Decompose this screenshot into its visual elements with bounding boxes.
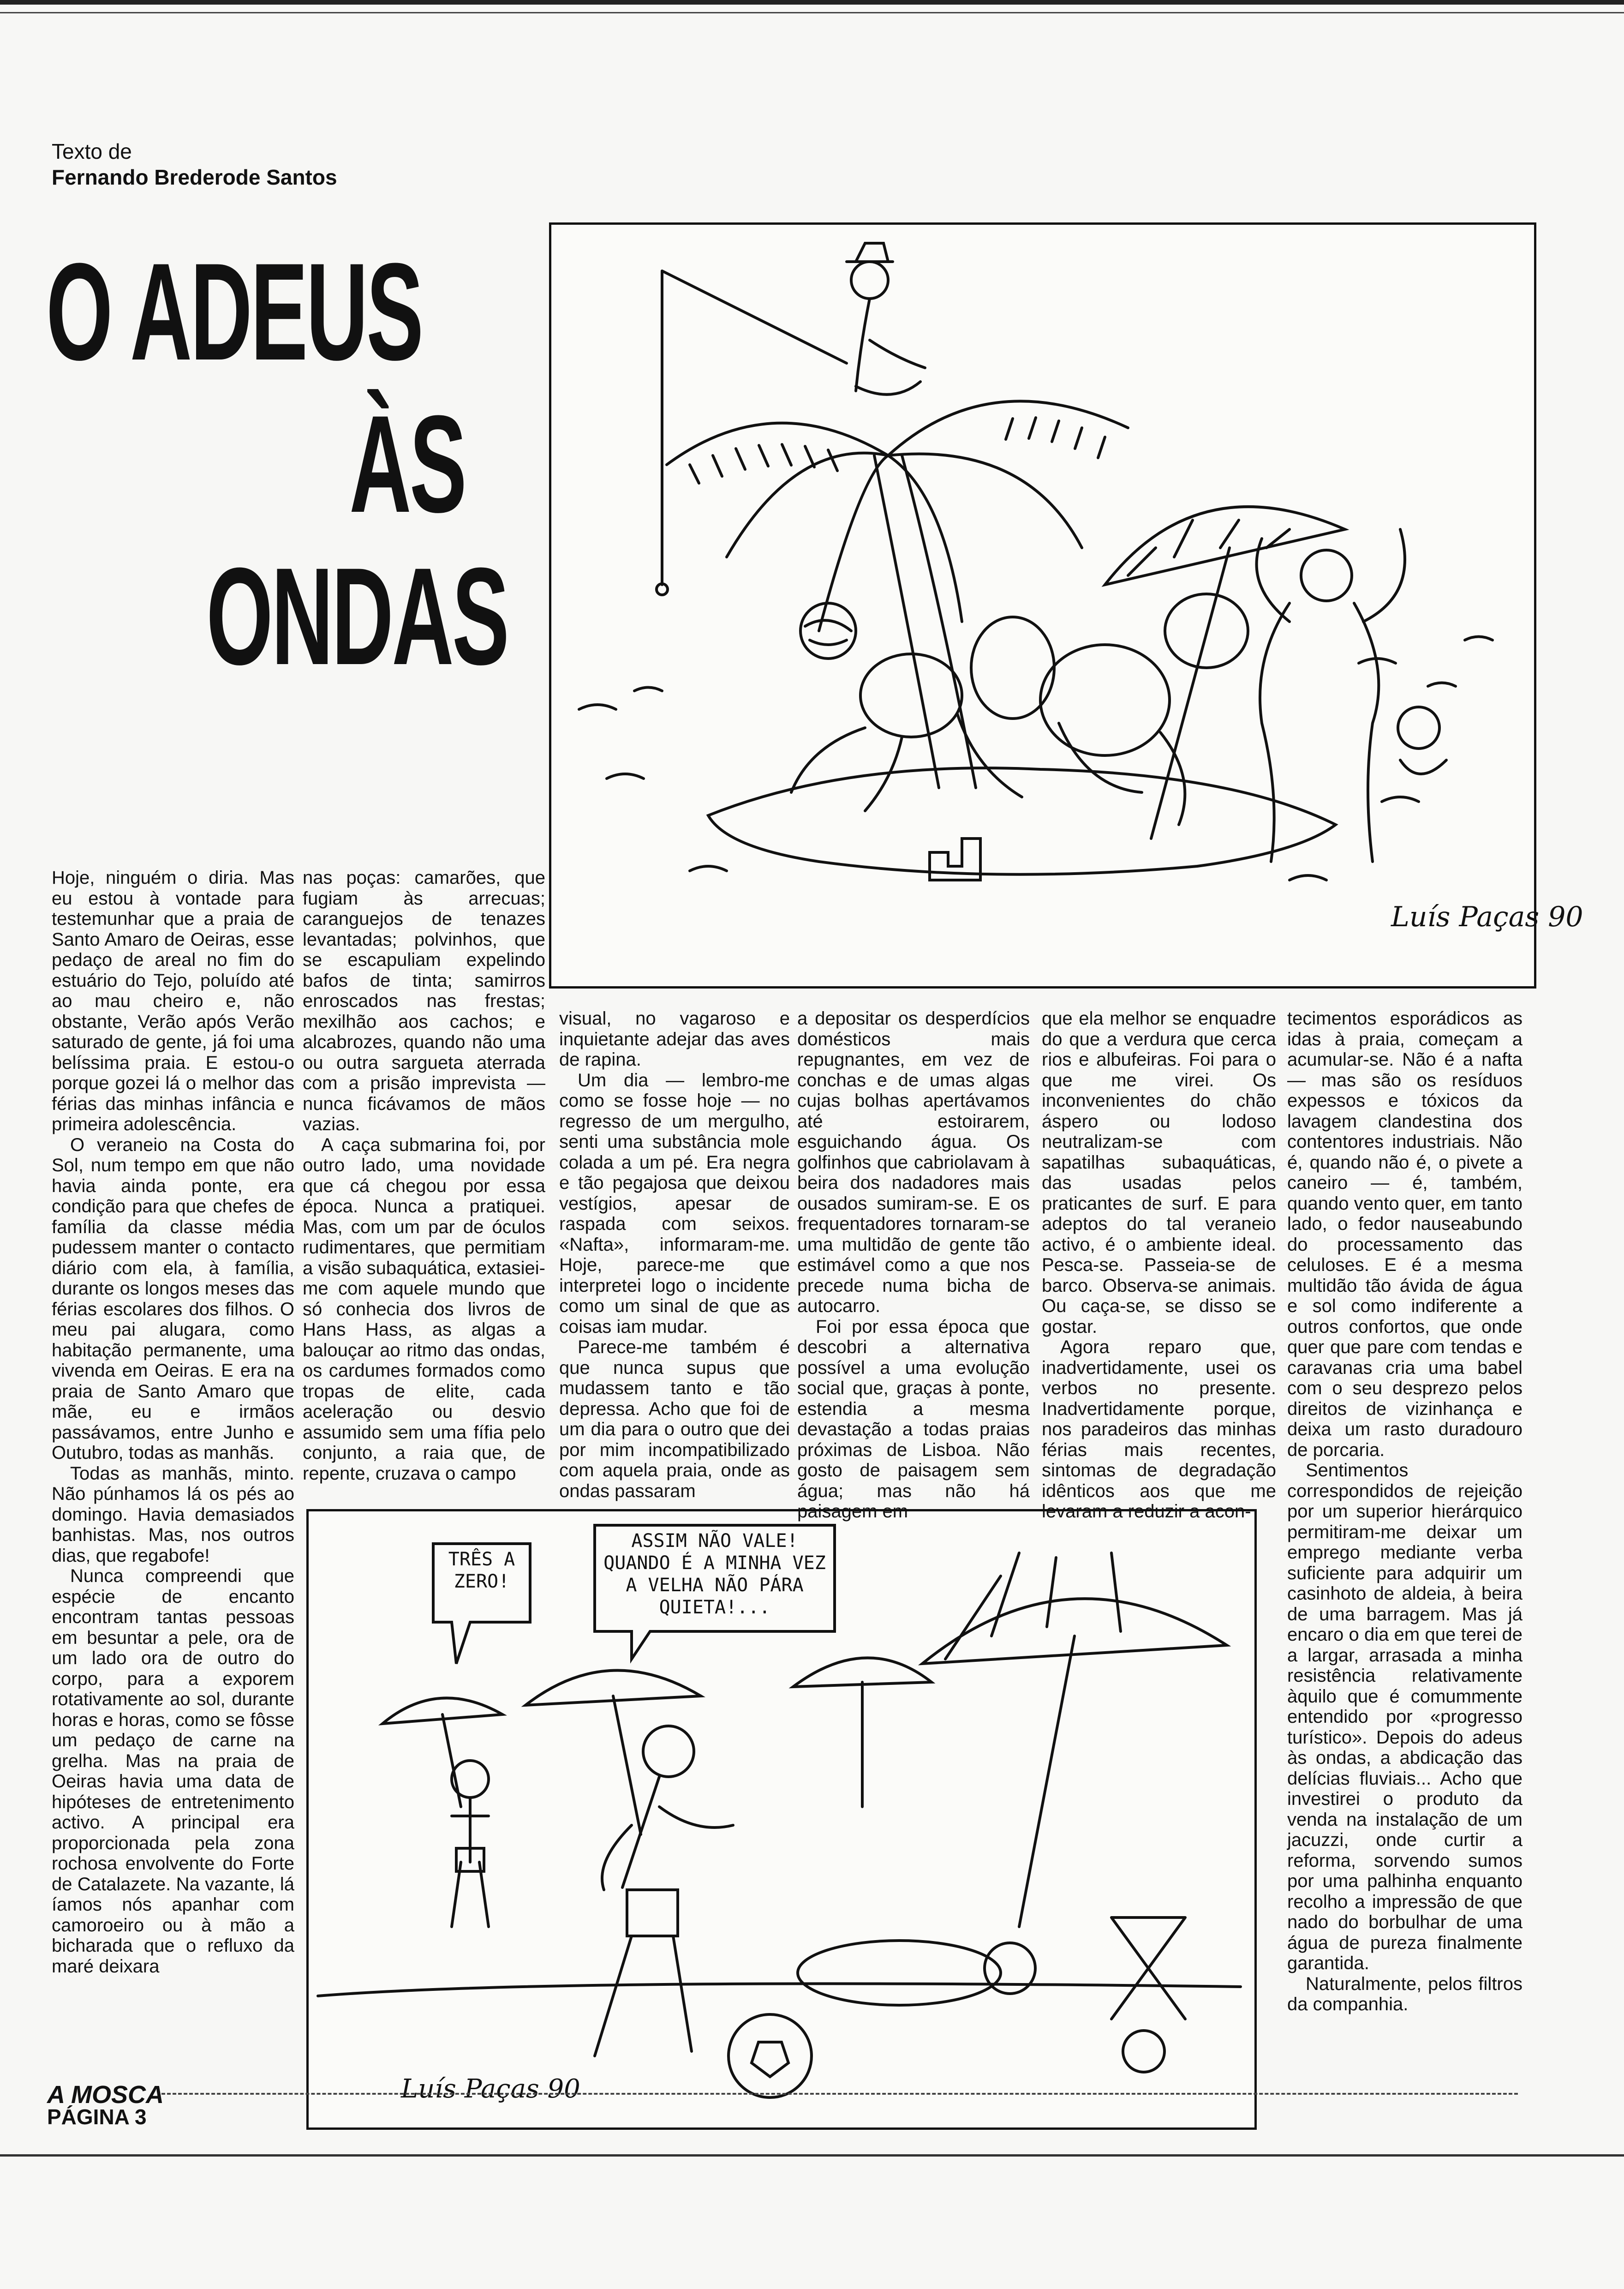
paragraph: Sentimentos correspondidos de rejeição por um superior hierárquico permitiram-me deixar um emprego mediante verba suficiente para adquirir um casinhoto de aldeia, à beira de uma barragem. Mas já encaro o dia em que terei de a largar, arrasada a minha resistência relativamente àquilo que é comummente entendido por «progresso turístico». Depois do adeus às ondas, a abdicação das delícias fluviais... Acho que investirei o produto da venda na instalação de um jacuzzi, onde curtir a reforma, sorvendo sumos por uma palhinha enquanto recolho a impressão de que nado do borbulhar de uma água de pureza finalmente garantida. <box>1287 1460 1522 1973</box>
headline <box>46 234 508 694</box>
paragraph: tecimentos esporádicos as idas à praia, começam a acumular-se. Não é a nafta — mas são os resíduos expessos e tóxicos da lavagem clandestina dos contentores industriais. Não é, quando não é, o pivete a caneiro — é, também, quando vento quer, em tanto lado, o fedor nauseabundo do processamento das celuloses. E é a mesma multidão tão ávida de água e sol como indiferente a outros confortos, que onde quer que pare com tendas e caravanas cria uma babel com o seu desprezo pelos direitos de vizinhança e deixa um rasto duradouro de porcaria. <box>1287 1008 1522 1460</box>
article-column-5 <box>1042 1008 1276 1522</box>
top-rule <box>0 0 1624 5</box>
paragraph: a depositar os desperdícios domésticos mais repugnantes, em vez de conchas e de umas algas cujas bolhas apertávamos até estoirarem, esguichando água. Os golfinhos que cabriolavam à beira dos nadadores mais ousados sumiram-se. E os frequentadores tornaram-se uma multidão de gente tão estimável como a que nos precede numa bicha de autocarro. <box>797 1008 1030 1316</box>
paragraph: Agora reparo que, inadvertidamente, usei os verbos no presente. Inadvertidamente porque, nos paradeiros das minhas férias mais recentes, sintomas de degradação idênticos aos que me levaram a reduzir a acon- <box>1042 1337 1276 1522</box>
article-column-2 <box>303 868 545 1484</box>
article-column-1 <box>52 868 294 1977</box>
speech-bubble-right: ASSIM NÃO VALE! QUANDO É A MINHA VEZ A VELHA NÃO PÁRA QUIETA!... <box>603 1530 826 1618</box>
paragraph: Todas as manhãs, minto. Não púnhamos lá os pés ao domingo. Havia demasiados banhistas. Mas, nos outros dias, que regabofe! <box>52 1463 294 1566</box>
article-column-3 <box>559 1008 790 1501</box>
paragraph: Naturalmente, pelos filtros da companhia. <box>1287 1973 1522 2014</box>
headline-line-1: O ADEUS <box>46 234 422 389</box>
page-footer <box>47 2081 164 2129</box>
byline-label: Texto de <box>52 139 132 163</box>
headline-line-3: ONDAS <box>206 539 508 694</box>
byline <box>52 138 337 190</box>
publication-name: A MOSCA <box>47 2081 164 2109</box>
cartoon-signature: Luís Paças 90 <box>1391 901 1583 933</box>
headline-line-2: ÀS <box>349 386 466 541</box>
speech-bubble-left: TRÊS A ZERO! <box>448 1549 515 1592</box>
page-number: PÁGINA 3 <box>47 2105 147 2129</box>
cartoon-beach-illustration <box>306 1509 1257 2130</box>
paragraph: que ela melhor se enquadre do que a verdura que cerca rios e albufeiras. Foi para o que me virei. Os inconvenientes do chão áspero ou lodoso neutralizam-se com sapatilhas subaquáticas, das usadas pelos praticantes de surf. E para adeptos do tal veraneio activo, é o ambiente ideal. Pesca-se. Passeia-se de barco. Observa-se animais. Ou caça-se, se disso se gostar. <box>1042 1008 1276 1337</box>
cartoon-beach-drawing <box>309 1511 1254 2127</box>
article-column-6 <box>1287 1008 1522 2015</box>
cartoon-island-illustration <box>549 222 1583 989</box>
paragraph: Nunca compreendi que espécie de encanto encontram tantas pessoas em besuntar a pele, ora de um lado ora de outro do corpo, para a exporem rotativamente ao sol, durante horas e horas, como se fôsse um pedaço de carne na grelha. Mas na praia de Oeiras havia uma data de hipóteses de entretenimento activo. A principal era proporcionada pela zona rochosa envolvente do Forte de Catalazete. Na vazante, lá íamos nós apanhar com camoroeiro ou à mão a bicharada que o refluxo da maré deixara <box>52 1566 294 1977</box>
footer-dashed-rule <box>161 2093 1518 2095</box>
byline-author: Fernando Brederode Santos <box>52 165 337 189</box>
paragraph: Um dia — lembro-me como se fosse hoje — no regresso de um mergulho, senti uma substância mole colada a um pé. Era negra e tão pegajosa que deixou vestígios, apesar de raspada com seixos. «Nafta», informaram-me. Hoje, parece-me que interpretei logo o incidente como um sinal de que as coisas iam mudar. <box>559 1070 790 1337</box>
paragraph: O veraneio na Costa do Sol, num tempo em que não havia ainda ponte, era condição para que chefes de família da classe média pudessem manter o contacto diário com ela, à família, durante os longos meses das férias escolares dos filhos. O meu pai alugara, como habitação permanente, uma vivenda em Oeiras. E era na praia de Santo Amaro que mãe, eu e irmãos passávamos, entre Junho e Outubro, todas as manhãs. <box>52 1134 294 1463</box>
cartoon-signature: Luís Paças 90 <box>401 2074 580 2104</box>
paragraph: Hoje, ninguém o diria. Mas eu estou à vontade para testemunhar que a praia de Santo Amaro de Oeiras, esse pedaço de areal no fim do estuário do Tejo, poluído até ao mau cheiro e, não obstante, Verão após Verão saturado de gente, já foi uma belíssima praia. E estou-o porque gozei lá o melhor das férias das minhas infância e primeira adolescência. <box>52 868 294 1134</box>
paragraph: visual, no vagaroso e inquietante adejar das aves de rapina. <box>559 1008 790 1070</box>
bottom-rule <box>0 2154 1624 2157</box>
paragraph: nas poças: camarões, que fugiam às arrecuas; caranguejos de tenazes levantadas; polvinhos, que se escapuliam expelindo bafos de tinta; samirros enroscados nas frestas; mexilhão aos cachos; e alcabrozes, quando não uma ou outra sargueta aterrada com a prisão imprevista — nunca ficávamos de mãos vazias. <box>303 868 545 1134</box>
paragraph: Parece-me também é que nunca supus que mudassem tanto e tão depressa. Acho que foi de um dia para o outro que dei por mim incompatibilizado com aquela praia, onde as ondas passaram <box>559 1337 790 1501</box>
paragraph: A caça submarina foi, por outro lado, uma novidade que cá chegou por essa época. Nunca a pratiquei. Mas, com um par de óculos rudimentares, que permitiam a visão subaquática, extasiei-me com aquele mundo que só conhecia dos livros de Hans Hass, as algas a balouçar ao ritmo das ondas, os cardumes formados como tropas de elite, cada aceleração ou desvio assumido sem uma fífia pelo conjunto, a raia que, de repente, cruzava o campo <box>303 1134 545 1484</box>
cartoon-island-drawing <box>551 225 1583 986</box>
top-rule-thin <box>0 12 1624 13</box>
article-column-4 <box>797 1008 1030 1522</box>
paragraph: Foi por essa época que descobri a alternativa possível a uma evolução social que, graças à ponte, estendia a mesma devastação a todas praias próximas de Lisboa. Não gosto de paisagem sem água; mas não há paisagem em <box>797 1316 1030 1522</box>
